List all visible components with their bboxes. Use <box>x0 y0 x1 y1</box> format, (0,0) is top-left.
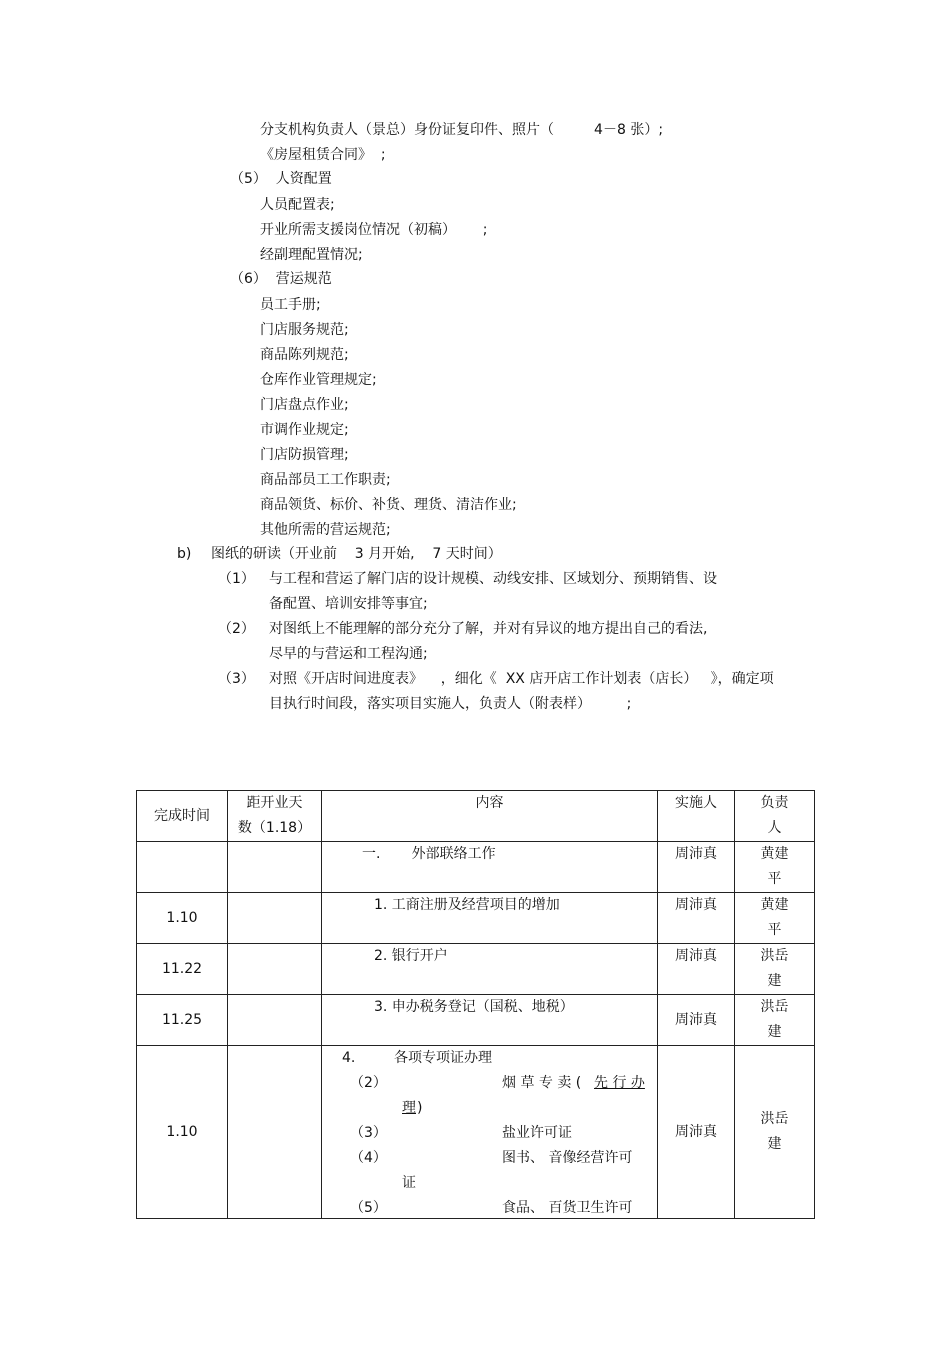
cell-owner: 洪岳 建 <box>735 944 815 995</box>
cell-content-licenses <box>322 1046 658 1219</box>
cell-implementer: 周沛真 <box>658 842 735 893</box>
item-number: （2） <box>218 621 255 637</box>
cell-days <box>228 944 322 995</box>
item-text: 对照《开店时间进度表》 ，细化《 XX 店开店工作计划表（店长） 》，确定项 <box>269 671 774 687</box>
item-number: （1） <box>218 571 255 587</box>
section-marker: b) <box>177 546 192 562</box>
text-line: 《房屋租赁合同》 ; <box>260 147 386 163</box>
license-item-continued: 证 <box>402 1175 416 1191</box>
text-line: 门店服务规范; <box>260 322 349 338</box>
item-text: 备配置、培训安排等事宜; <box>269 596 428 612</box>
table-row <box>137 944 815 995</box>
cell-content: 1. 工商注册及经营项目的增加 <box>322 893 658 944</box>
work-plan-table <box>136 790 815 1219</box>
cell-date: 1.10 <box>137 1046 228 1219</box>
cell-content: 3. 申办税务登记（国税、地税） <box>322 995 658 1046</box>
header-implementer: 实施人 <box>658 791 735 842</box>
cell-days <box>228 995 322 1046</box>
cell-days <box>228 1046 322 1219</box>
header-days-to-opening: 距开业天 数（1.18） <box>228 791 322 842</box>
cell-content: 2. 银行开户 <box>322 944 658 995</box>
table-row <box>137 842 815 893</box>
item-text: 目执行时间段，落实项目实施人，负责人（附表样） ; <box>269 696 632 712</box>
text-line: 员工手册; <box>260 297 321 313</box>
section-title: 图纸的研读（开业前 3 月开始, 7 天时间） <box>211 546 502 562</box>
item-text: 对图纸上不能理解的部分充分了解，并对有异议的地方提出自己的看法, <box>269 621 708 637</box>
license-item: （2） 烟 草 专 卖 ( 先 行 办 <box>350 1075 645 1091</box>
table-row <box>137 1046 815 1219</box>
cell-owner: 洪岳 建 <box>735 1046 815 1219</box>
cell-owner: 洪岳 建 <box>735 995 815 1046</box>
header-completion-time: 完成时间 <box>137 791 228 842</box>
text-line: 分支机构负责人（景总）身份证复印件、照片（ 4－8 张）; <box>260 122 664 138</box>
cell-days <box>228 842 322 893</box>
table-row <box>137 995 815 1046</box>
cell-content: 一. 外部联络工作 <box>322 842 658 893</box>
text-line: 其他所需的营运规范; <box>260 522 391 538</box>
section-heading: （5） 人资配置 <box>230 171 332 187</box>
item-text: 尽早的与营运和工程沟通; <box>269 646 428 662</box>
cell-date <box>137 842 228 893</box>
table-row <box>137 893 815 944</box>
text-line: 商品陈列规范; <box>260 347 349 363</box>
cell-implementer: 周沛真 <box>658 944 735 995</box>
cell-date: 1.10 <box>137 893 228 944</box>
cell-owner: 黄建 平 <box>735 893 815 944</box>
table-header-row <box>137 791 815 842</box>
licenses-heading: 4. 各项专项证办理 <box>342 1050 492 1066</box>
text-line: 商品部员工工作职责; <box>260 472 391 488</box>
header-content: 内容 <box>322 791 658 842</box>
text-line: 门店防损管理; <box>260 447 349 463</box>
cell-date: 11.22 <box>137 944 228 995</box>
text-line: 人员配置表; <box>260 197 335 213</box>
license-item: （4） 图书、 音像经营许可 <box>350 1150 633 1166</box>
text-line: 市调作业规定; <box>260 422 349 438</box>
cell-implementer: 周沛真 <box>658 893 735 944</box>
text-line: 仓库作业管理规定; <box>260 372 377 388</box>
license-item: （5） 食品、 百货卫生许可 <box>350 1200 633 1216</box>
cell-implementer: 周沛真 <box>658 1046 735 1219</box>
item-number: （3） <box>218 671 255 687</box>
text-line: 商品领货、标价、补货、理货、清洁作业; <box>260 497 517 513</box>
cell-implementer: 周沛真 <box>658 995 735 1046</box>
item-text: 与工程和营运了解门店的设计规模、动线安排、区域划分、预期销售、设 <box>269 571 717 587</box>
header-owner: 负责 人 <box>735 791 815 842</box>
cell-owner: 黄建 平 <box>735 842 815 893</box>
text-line: 门店盘点作业; <box>260 397 349 413</box>
license-item: （3） 盐业许可证 <box>350 1125 572 1141</box>
cell-days <box>228 893 322 944</box>
text-line: 开业所需支援岗位情况（初稿） ; <box>260 222 488 238</box>
license-item-continued: 理 ) <box>402 1100 423 1116</box>
cell-date: 11.25 <box>137 995 228 1046</box>
text-line: 经副理配置情况; <box>260 247 363 263</box>
section-heading: （6） 营运规范 <box>230 271 332 287</box>
